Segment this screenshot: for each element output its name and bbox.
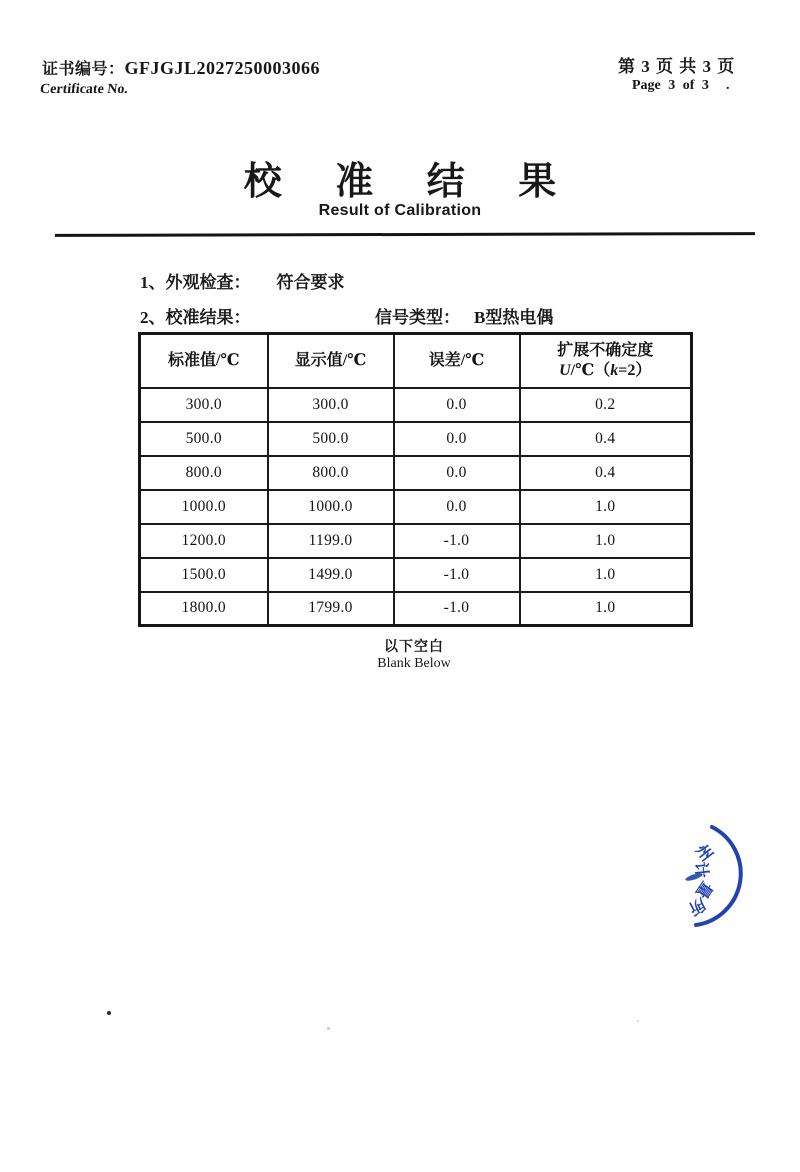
uncertainty-k: k (610, 361, 619, 379)
page-title-en: Result of Calibration (318, 202, 482, 219)
seal-char: 所 (685, 894, 708, 917)
scan-speck (327, 1027, 330, 1030)
certificate-label-en: Certificate No. (39, 82, 129, 97)
cell-error: 0.0 (394, 422, 520, 456)
cell-displayed: 300.0 (268, 388, 394, 422)
cell-displayed: 1199.0 (268, 524, 394, 558)
cell-uncertainty: 0.4 (520, 422, 692, 456)
cell-standard: 500.0 (140, 422, 268, 456)
item1-label: 外观检查： (165, 273, 251, 292)
cell-displayed: 1499.0 (268, 558, 394, 592)
cell-displayed: 500.0 (268, 422, 394, 456)
cell-standard: 1500.0 (140, 558, 268, 592)
cell-displayed: 1000.0 (268, 490, 394, 524)
cell-error: 0.0 (394, 490, 520, 524)
cell-error: 0.0 (394, 388, 520, 422)
col-error: 误差/℃ (394, 334, 520, 388)
table-row (140, 558, 692, 592)
table-row (140, 592, 692, 626)
col-standard-value: 标准值/℃ (140, 334, 268, 388)
visual-inspection-line (140, 268, 345, 293)
table-row (140, 490, 692, 524)
page-indicator-en: Page 3 of 3 (632, 78, 709, 93)
certificate-number-line (42, 56, 320, 79)
item1-value: 符合要求 (276, 273, 345, 292)
title-divider (55, 232, 755, 237)
uncertainty-u: U (559, 361, 571, 379)
col-displayed-value: 显示值/℃ (268, 334, 394, 388)
certificate-label-cn: 证书编号： (42, 61, 125, 78)
item1-index: 1、 (140, 273, 166, 292)
item2-index: 2、 (140, 308, 166, 327)
uncertainty-mid: /℃（ (570, 361, 611, 379)
cell-error: -1.0 (394, 558, 520, 592)
cell-uncertainty: 1.0 (520, 524, 692, 558)
stray-mark: . (726, 78, 730, 93)
cell-standard: 1000.0 (140, 490, 268, 524)
table-row (140, 388, 692, 422)
cell-error: 0.0 (394, 456, 520, 490)
signal-type-line (375, 303, 553, 328)
table-row (140, 456, 692, 490)
certificate-number: GFJGJL2027250003066 (124, 58, 321, 78)
blank-below-cn: 以下空白 (384, 640, 444, 655)
cell-uncertainty: 0.2 (520, 388, 692, 422)
cell-error: -1.0 (394, 592, 520, 626)
seal-char: 量 (692, 878, 716, 902)
cell-standard: 300.0 (140, 388, 268, 422)
table-row (140, 524, 692, 558)
signal-type-label: 信号类型： (375, 308, 460, 327)
cell-standard: 1200.0 (140, 524, 268, 558)
table-header-row (140, 334, 692, 388)
table-row (140, 422, 692, 456)
official-seal-stamp (658, 806, 762, 932)
cell-displayed: 1799.0 (268, 592, 394, 626)
cell-uncertainty: 0.4 (520, 456, 692, 490)
seal-char: 计 (691, 861, 710, 879)
calibration-result-line (140, 303, 251, 328)
cell-uncertainty: 1.0 (520, 490, 692, 524)
cell-standard: 1800.0 (140, 592, 268, 626)
item2-label: 校准结果： (165, 308, 251, 327)
cell-uncertainty: 1.0 (520, 592, 692, 626)
uncertainty-line1: 扩展不确定度 (557, 341, 654, 359)
signal-type-value: B型热电偶 (474, 308, 554, 327)
calibration-results-table (138, 332, 693, 627)
page-indicator-cn: 第 3 页 共 3 页 (618, 57, 736, 76)
scan-speck (107, 1011, 111, 1015)
cell-displayed: 800.0 (268, 456, 394, 490)
scan-speck (637, 1020, 639, 1022)
col-expanded-uncertainty (520, 334, 692, 388)
page-title: 校 准 结 果 (243, 161, 579, 203)
cell-uncertainty: 1.0 (520, 558, 692, 592)
cell-error: -1.0 (394, 524, 520, 558)
cell-standard: 800.0 (140, 456, 268, 490)
blank-below-en: Blank Below (377, 656, 451, 671)
uncertainty-tail: =2） (618, 361, 652, 379)
seal-char: 州 (691, 841, 716, 865)
